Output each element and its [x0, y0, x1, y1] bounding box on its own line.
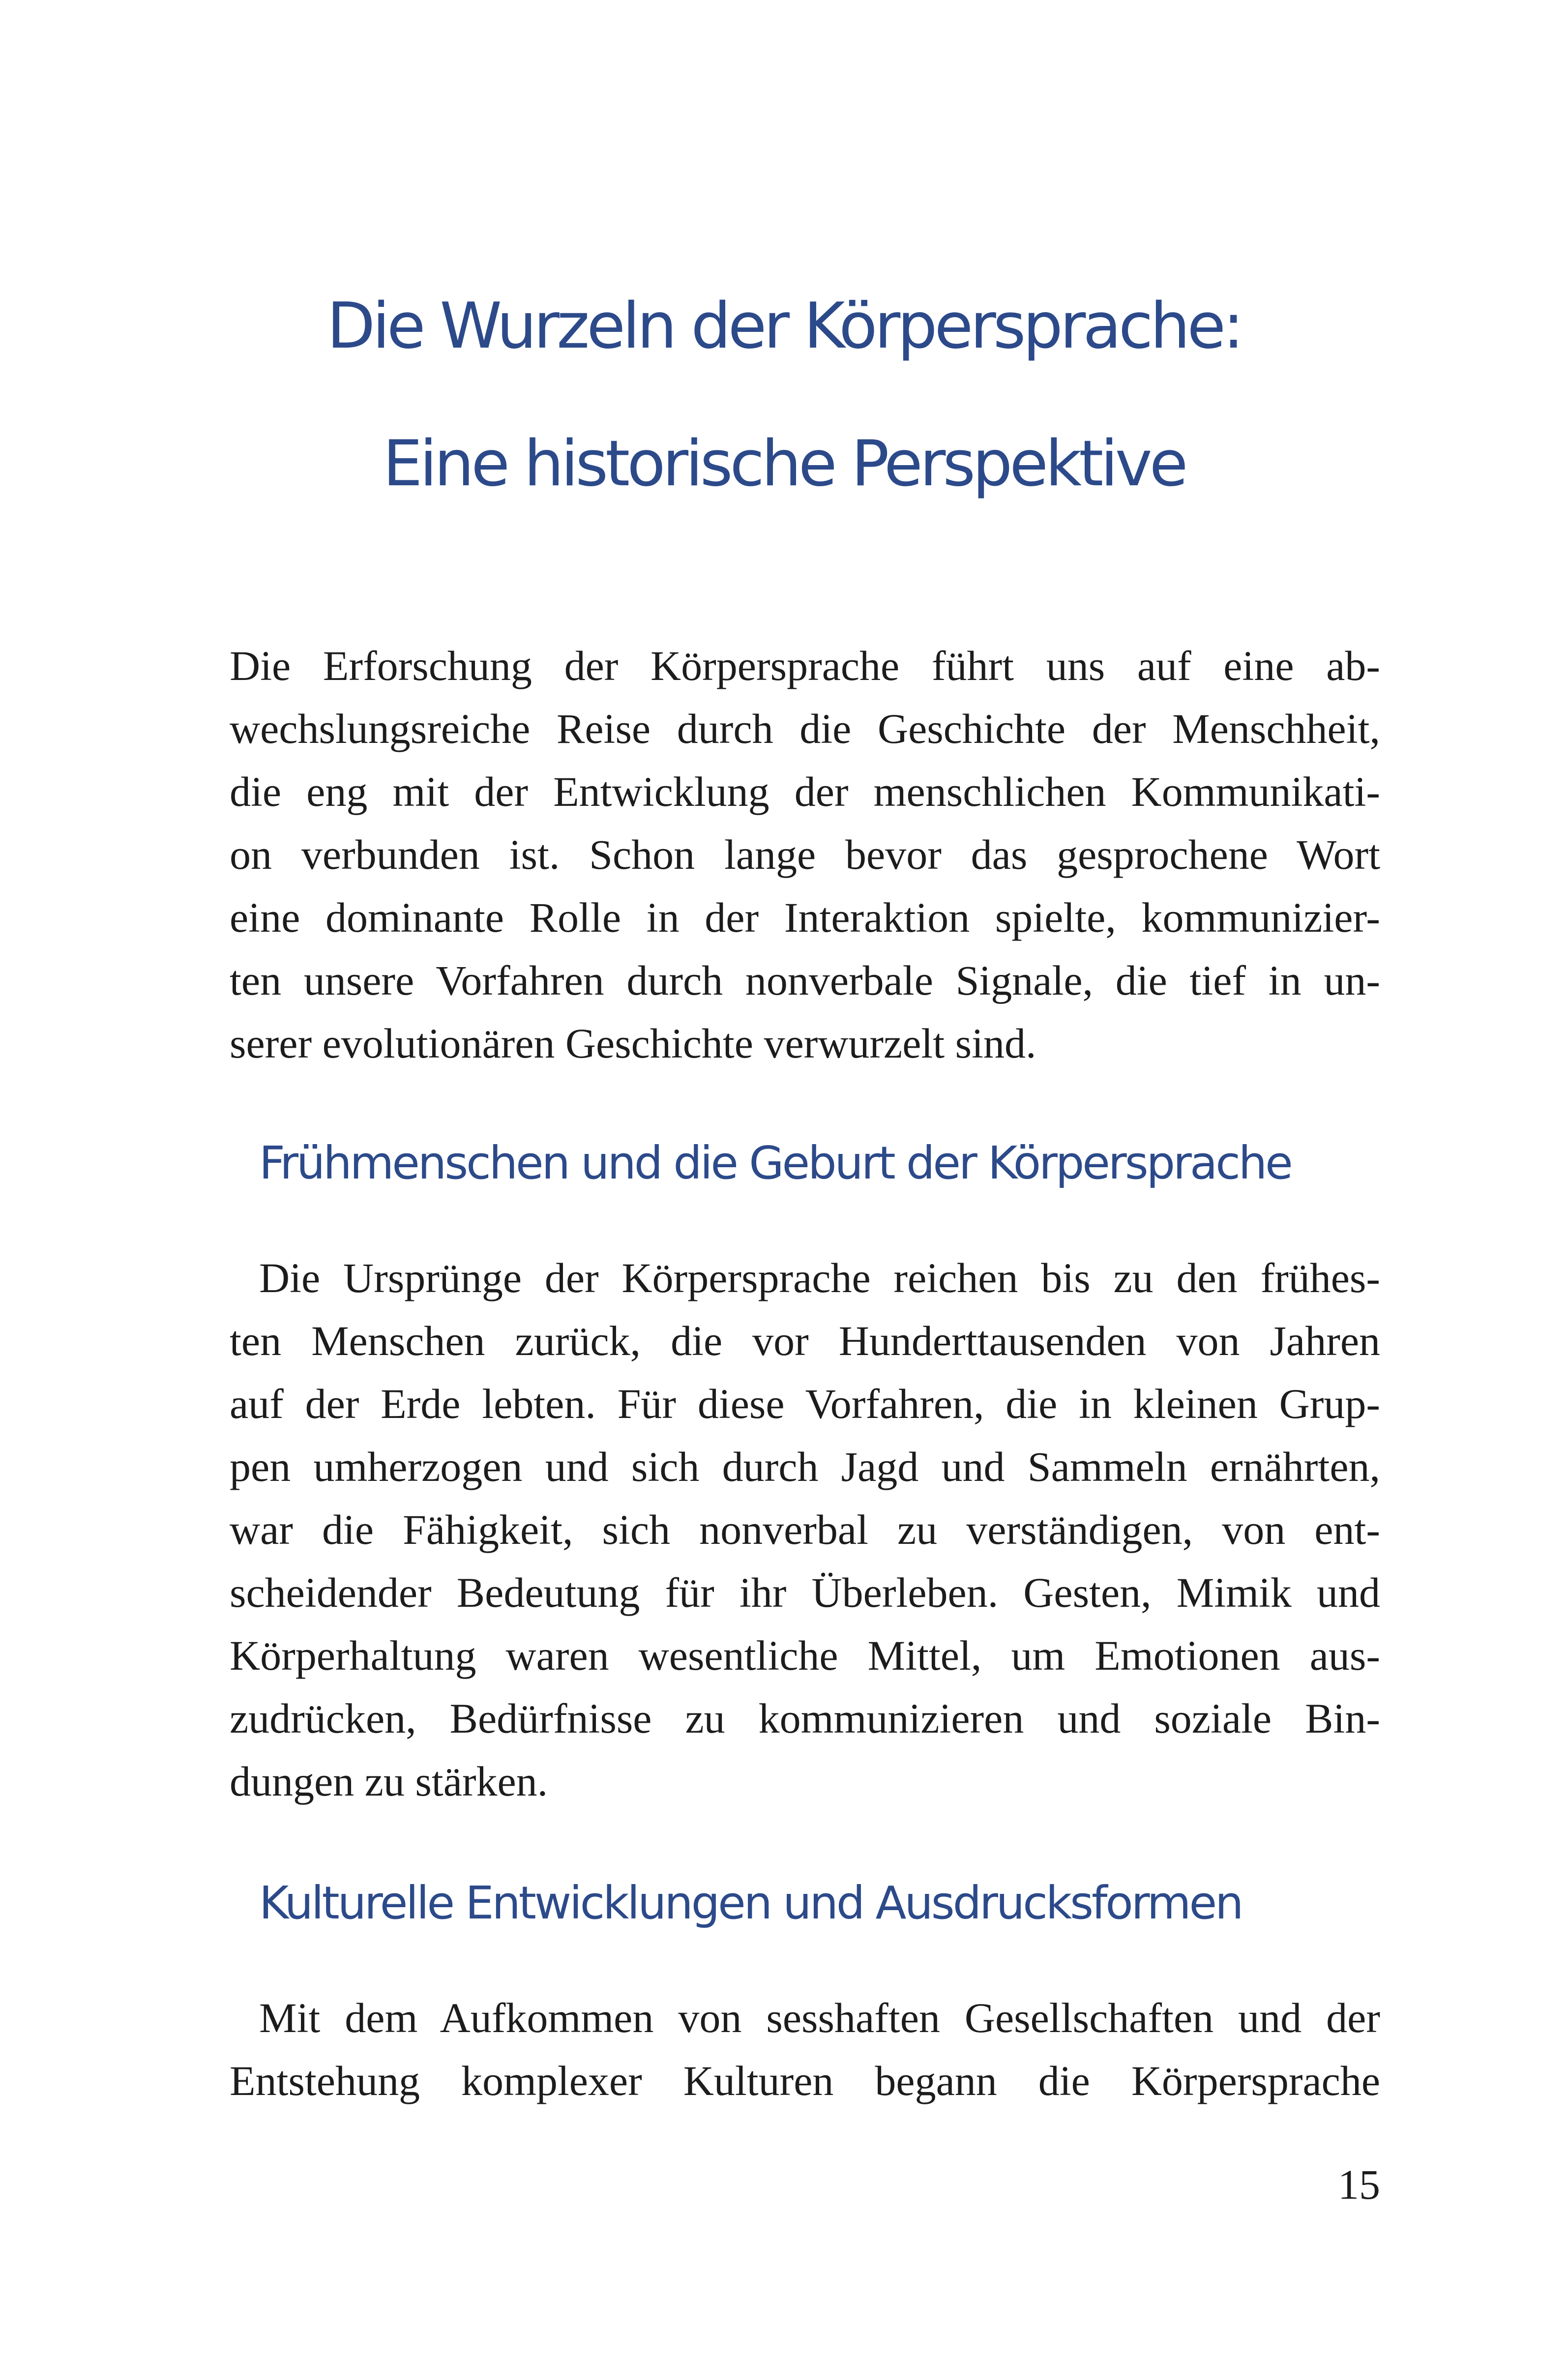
chapter-title-line-1: Die Wurzeln der Körpersprache: — [326, 290, 1242, 363]
text-line: pen umherzogen und sich durch Jagd und Sammeln ernährten, — [230, 1443, 1380, 1490]
text-line: ten Menschen zurück, die vor Hunderttausenden von Jahren — [230, 1317, 1380, 1364]
intro-paragraph — [230, 634, 1380, 1075]
text-line: die eng mit der Entwicklung der menschlichen Kommunikati- — [230, 768, 1380, 815]
chapter-title-line-2: Eine historische Perspektive — [383, 427, 1185, 501]
text-line: auf der Erde lebten. Für diese Vorfahren, die in kleinen Grup- — [230, 1380, 1380, 1427]
page-number: 15 — [1338, 2161, 1380, 2208]
text-line: zudrücken, Bedürfnisse zu kommunizieren und soziale Bin- — [230, 1695, 1380, 1742]
text-line: Körperhaltung waren wesentliche Mittel, um Emotionen aus- — [230, 1632, 1380, 1679]
text-line: Die Erforschung der Körpersprache führt uns auf eine ab- — [230, 642, 1380, 689]
text-line: eine dominante Rolle in der Interaktion spielte, kommunizier- — [230, 894, 1380, 941]
text-line: dungen zu stärken. — [230, 1758, 548, 1805]
cultural-developments-paragraph — [230, 1986, 1380, 2112]
early-humans-paragraph — [230, 1246, 1380, 1813]
text-line: Mit dem Aufkommen von sesshaften Gesellschaften und der — [259, 1994, 1380, 2041]
text-line: serer evolutionären Geschichte verwurzelt sind. — [230, 1020, 1036, 1067]
text-line: ten unsere Vorfahren durch nonverbale Signale, die tief in un- — [230, 957, 1380, 1004]
text-line: scheidender Bedeutung für ihr Überleben. Gesten, Mimik und — [230, 1569, 1380, 1616]
text-line: war die Fähigkeit, sich nonverbal zu verständigen, von ent- — [230, 1506, 1380, 1553]
text-line: Die Ursprünge der Körpersprache reichen bis zu den frühes- — [259, 1254, 1380, 1301]
text-line: on verbunden ist. Schon lange bevor das gesprochene Wort — [230, 831, 1380, 878]
text-line: Entstehung komplexer Kulturen begann die Körpersprache — [230, 2057, 1380, 2104]
section-heading-early-humans: Frühmenschen und die Geburt der Körpersprache — [259, 1137, 1291, 1189]
text-line: wechslungsreiche Reise durch die Geschichte der Menschheit, — [230, 705, 1380, 752]
section-heading-cultural-developments: Kulturelle Entwicklungen und Ausdrucksformen — [259, 1877, 1242, 1929]
